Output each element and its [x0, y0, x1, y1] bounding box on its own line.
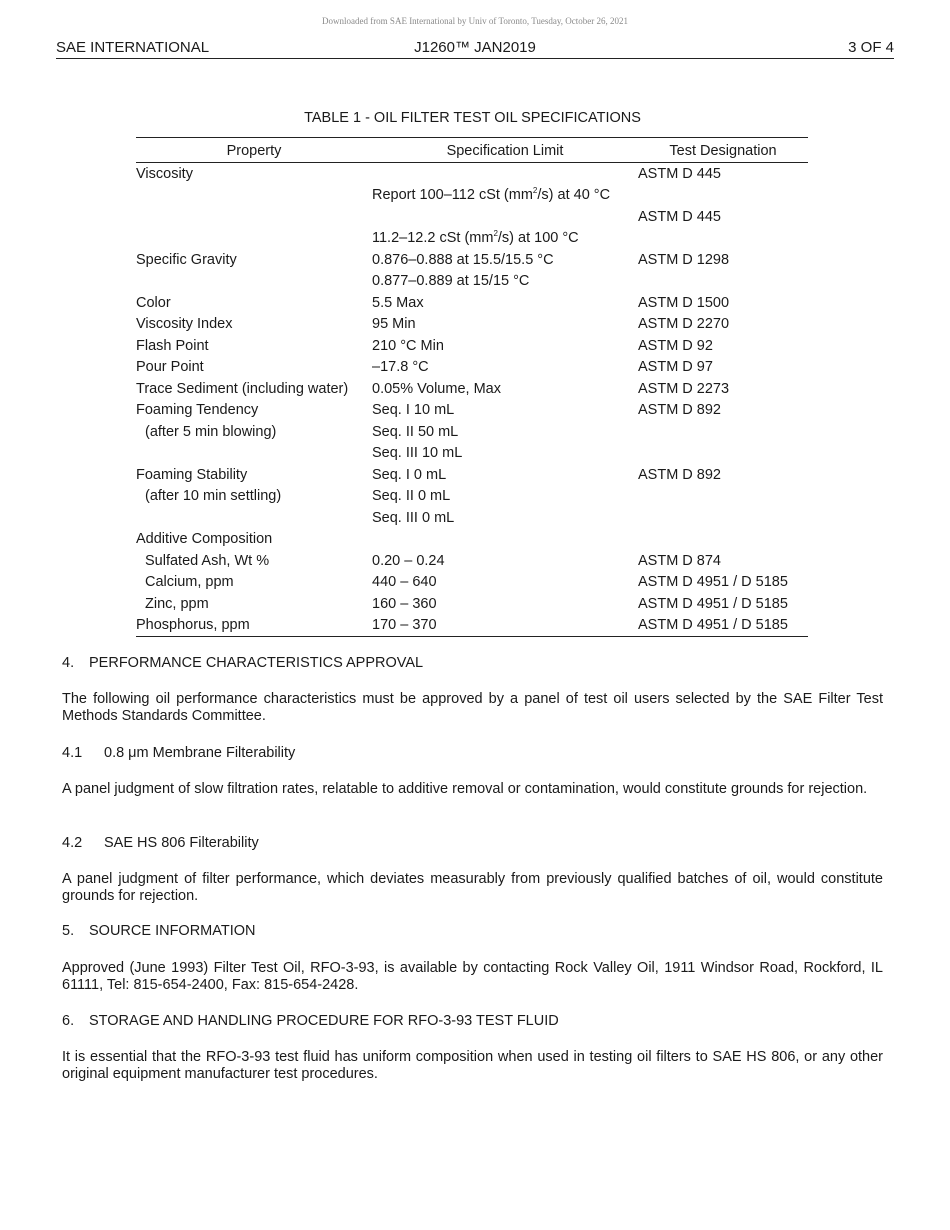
table-row [136, 378, 808, 400]
cell-property [136, 271, 372, 293]
section-number: 4.2 [62, 835, 83, 851]
cell-test: ASTM D 4951 / D 5185 [638, 574, 788, 591]
cell-property: Flash Point [136, 337, 209, 354]
table-row [136, 163, 808, 185]
header-page-number: 3 OF 4 [848, 39, 894, 56]
column-header-test: Test Designation [638, 138, 808, 163]
cell-property [136, 443, 372, 465]
cell-test: ASTM D 445 [638, 165, 721, 182]
cell-property [136, 206, 372, 228]
superscript: 2 [532, 186, 538, 196]
cell-limit: Seq. I 0 mL [372, 466, 447, 483]
table-row [136, 335, 808, 357]
cell-property: Specific Gravity [136, 251, 237, 268]
cell-test: ASTM D 892 [638, 402, 721, 419]
cell-limit: Seq. III 10 mL [372, 445, 463, 462]
table-row [136, 314, 808, 336]
cell-test: ASTM D 2270 [638, 316, 730, 333]
table-row [136, 421, 808, 443]
cell-property: (after 5 min blowing) [145, 423, 277, 440]
cell-test: ASTM D 2273 [638, 380, 730, 397]
table-row [136, 271, 808, 293]
table-row [136, 400, 808, 422]
section-title: PERFORMANCE CHARACTERISTICS APPROVAL [89, 655, 424, 671]
table-row [136, 357, 808, 379]
section-heading [62, 655, 883, 672]
table-row [136, 249, 808, 271]
table-row [136, 550, 808, 572]
cell-property: Sulfated Ash, Wt % [145, 552, 270, 569]
cell-limit: Seq. II 0 mL [372, 488, 451, 505]
cell-test [638, 228, 808, 250]
cell-test: ASTM D 892 [638, 466, 721, 483]
table-row [136, 443, 808, 465]
table-row [136, 593, 808, 615]
section-title: SOURCE INFORMATION [89, 923, 256, 939]
table-row [136, 228, 808, 250]
cell-test: ASTM D 1500 [638, 294, 730, 311]
cell-limit: 0.05% Volume, Max [372, 380, 501, 397]
download-watermark: Downloaded from SAE International by Univ of Toronto, Tuesday, October 26, 2021 [321, 16, 629, 26]
limit-text: /s) at 100 °C [497, 230, 579, 247]
table-row [136, 292, 808, 314]
section-number: 4. [62, 655, 75, 671]
limit-text: 11.2–12.2 cSt (mm [372, 230, 494, 247]
cell-property: Additive Composition [136, 531, 273, 548]
cell-limit: 160 – 360 [372, 595, 437, 612]
page-header [56, 38, 894, 59]
section-paragraph: The following oil performance characteristics must be approved by a panel of test oil users selected by the SAE Filter Test Methods Standards Committee. [62, 691, 883, 724]
cell-limit: 5.5 Max [372, 294, 424, 311]
table-row [136, 529, 808, 551]
cell-property: Pour Point [136, 359, 204, 376]
section-number: 5. [62, 923, 75, 939]
cell-limit [372, 163, 638, 185]
table-row [136, 507, 808, 529]
section-paragraph: Approved (June 1993) Filter Test Oil, RFO-3-93, is available by contacting Rock Valley Oil, 1911 Windsor Road, Rockford, IL 61111, Tel: 815-654-2400, Fax: 815-654-2428. [62, 960, 883, 993]
cell-limit [372, 529, 638, 551]
cell-property: Zinc, ppm [145, 595, 209, 612]
cell-property: (after 10 min settling) [145, 488, 282, 505]
limit-text: Report 100–112 cSt (mm [372, 187, 533, 204]
section-paragraph: A panel judgment of slow filtration rates, relatable to additive removal or contamination, would constitute grounds for rejection. [62, 781, 868, 797]
cell-limit: Seq. II 50 mL [372, 423, 459, 440]
cell-limit: Seq. III 0 mL [372, 509, 455, 526]
section-number: 6. [62, 1013, 75, 1029]
cell-test: ASTM D 445 [638, 208, 721, 225]
section-heading [62, 1013, 883, 1030]
cell-test: ASTM D 92 [638, 337, 713, 354]
cell-limit [372, 206, 638, 228]
cell-property: Viscosity Index [136, 316, 233, 333]
cell-limit: 95 Min [372, 316, 416, 333]
cell-test [638, 185, 808, 207]
cell-property: Foaming Tendency [136, 402, 259, 419]
header-organization: SAE INTERNATIONAL [56, 39, 210, 56]
cell-test [638, 271, 808, 293]
cell-limit: 0.20 – 0.24 [372, 552, 445, 569]
section-heading [62, 923, 883, 940]
section-title: STORAGE AND HANDLING PROCEDURE FOR RFO-3-93 TEST FLUID [89, 1013, 559, 1029]
cell-property: Viscosity [136, 165, 193, 182]
cell-limit: 0.876–0.888 at 15.5/15.5 °C [372, 251, 554, 268]
column-header-limit: Specification Limit [372, 138, 638, 163]
cell-limit [372, 185, 638, 207]
cell-test: ASTM D 4951 / D 5185 [638, 595, 788, 612]
cell-test [638, 486, 808, 508]
cell-test [638, 443, 808, 465]
cell-test: ASTM D 1298 [638, 251, 730, 268]
limit-text: /s) at 40 °C [537, 187, 611, 204]
cell-property: Calcium, ppm [145, 574, 234, 591]
table-header-row [136, 138, 808, 163]
cell-test: ASTM D 874 [638, 552, 721, 569]
section-paragraph: A panel judgment of filter performance, which deviates measurably from previously qualified batches of oil, would constitute grounds for rejection. [62, 871, 883, 904]
table-row [136, 572, 808, 594]
cell-limit: 0.877–0.889 at 15/15 °C [372, 273, 530, 290]
section-title: SAE HS 806 Filterability [104, 835, 259, 851]
table-caption: TABLE 1 - OIL FILTER TEST OIL SPECIFICATIONS [304, 110, 641, 126]
cell-limit: 170 – 370 [372, 615, 638, 637]
cell-property: Foaming Stability [136, 466, 248, 483]
section-title: 0.8 μm Membrane Filterability [104, 745, 296, 761]
cell-limit: Seq. I 10 mL [372, 402, 455, 419]
cell-property: Color [136, 294, 171, 311]
cell-test [638, 421, 808, 443]
table-row [136, 615, 808, 637]
spec-table [136, 137, 808, 637]
cell-property: Trace Sediment (including water) [136, 380, 349, 397]
cell-limit: 440 – 640 [372, 574, 437, 591]
table-row [136, 185, 808, 207]
table-row [136, 486, 808, 508]
cell-test: ASTM D 4951 / D 5185 [638, 615, 808, 637]
subsection-heading [62, 745, 883, 762]
section-paragraph: It is essential that the RFO-3-93 test fluid has uniform composition when used in testing oil filters to SAE HS 806, or any other original equipment manufacturer test procedures. [62, 1049, 883, 1082]
cell-limit: –17.8 °C [372, 359, 429, 376]
cell-limit: 210 °C Min [372, 337, 444, 354]
header-document-id: J1260™ JAN2019 [414, 39, 536, 56]
cell-property [136, 507, 372, 529]
column-header-property: Property [136, 138, 372, 163]
subsection-heading [62, 835, 883, 852]
cell-property [136, 228, 372, 250]
table-row [136, 464, 808, 486]
table-row [136, 206, 808, 228]
section-number: 4.1 [62, 745, 83, 761]
cell-test: ASTM D 97 [638, 359, 713, 376]
cell-test [638, 529, 808, 551]
cell-property: Phosphorus, ppm [136, 615, 372, 637]
superscript: 2 [493, 229, 498, 239]
cell-property [136, 185, 372, 207]
cell-limit [372, 228, 638, 250]
cell-test [638, 507, 808, 529]
